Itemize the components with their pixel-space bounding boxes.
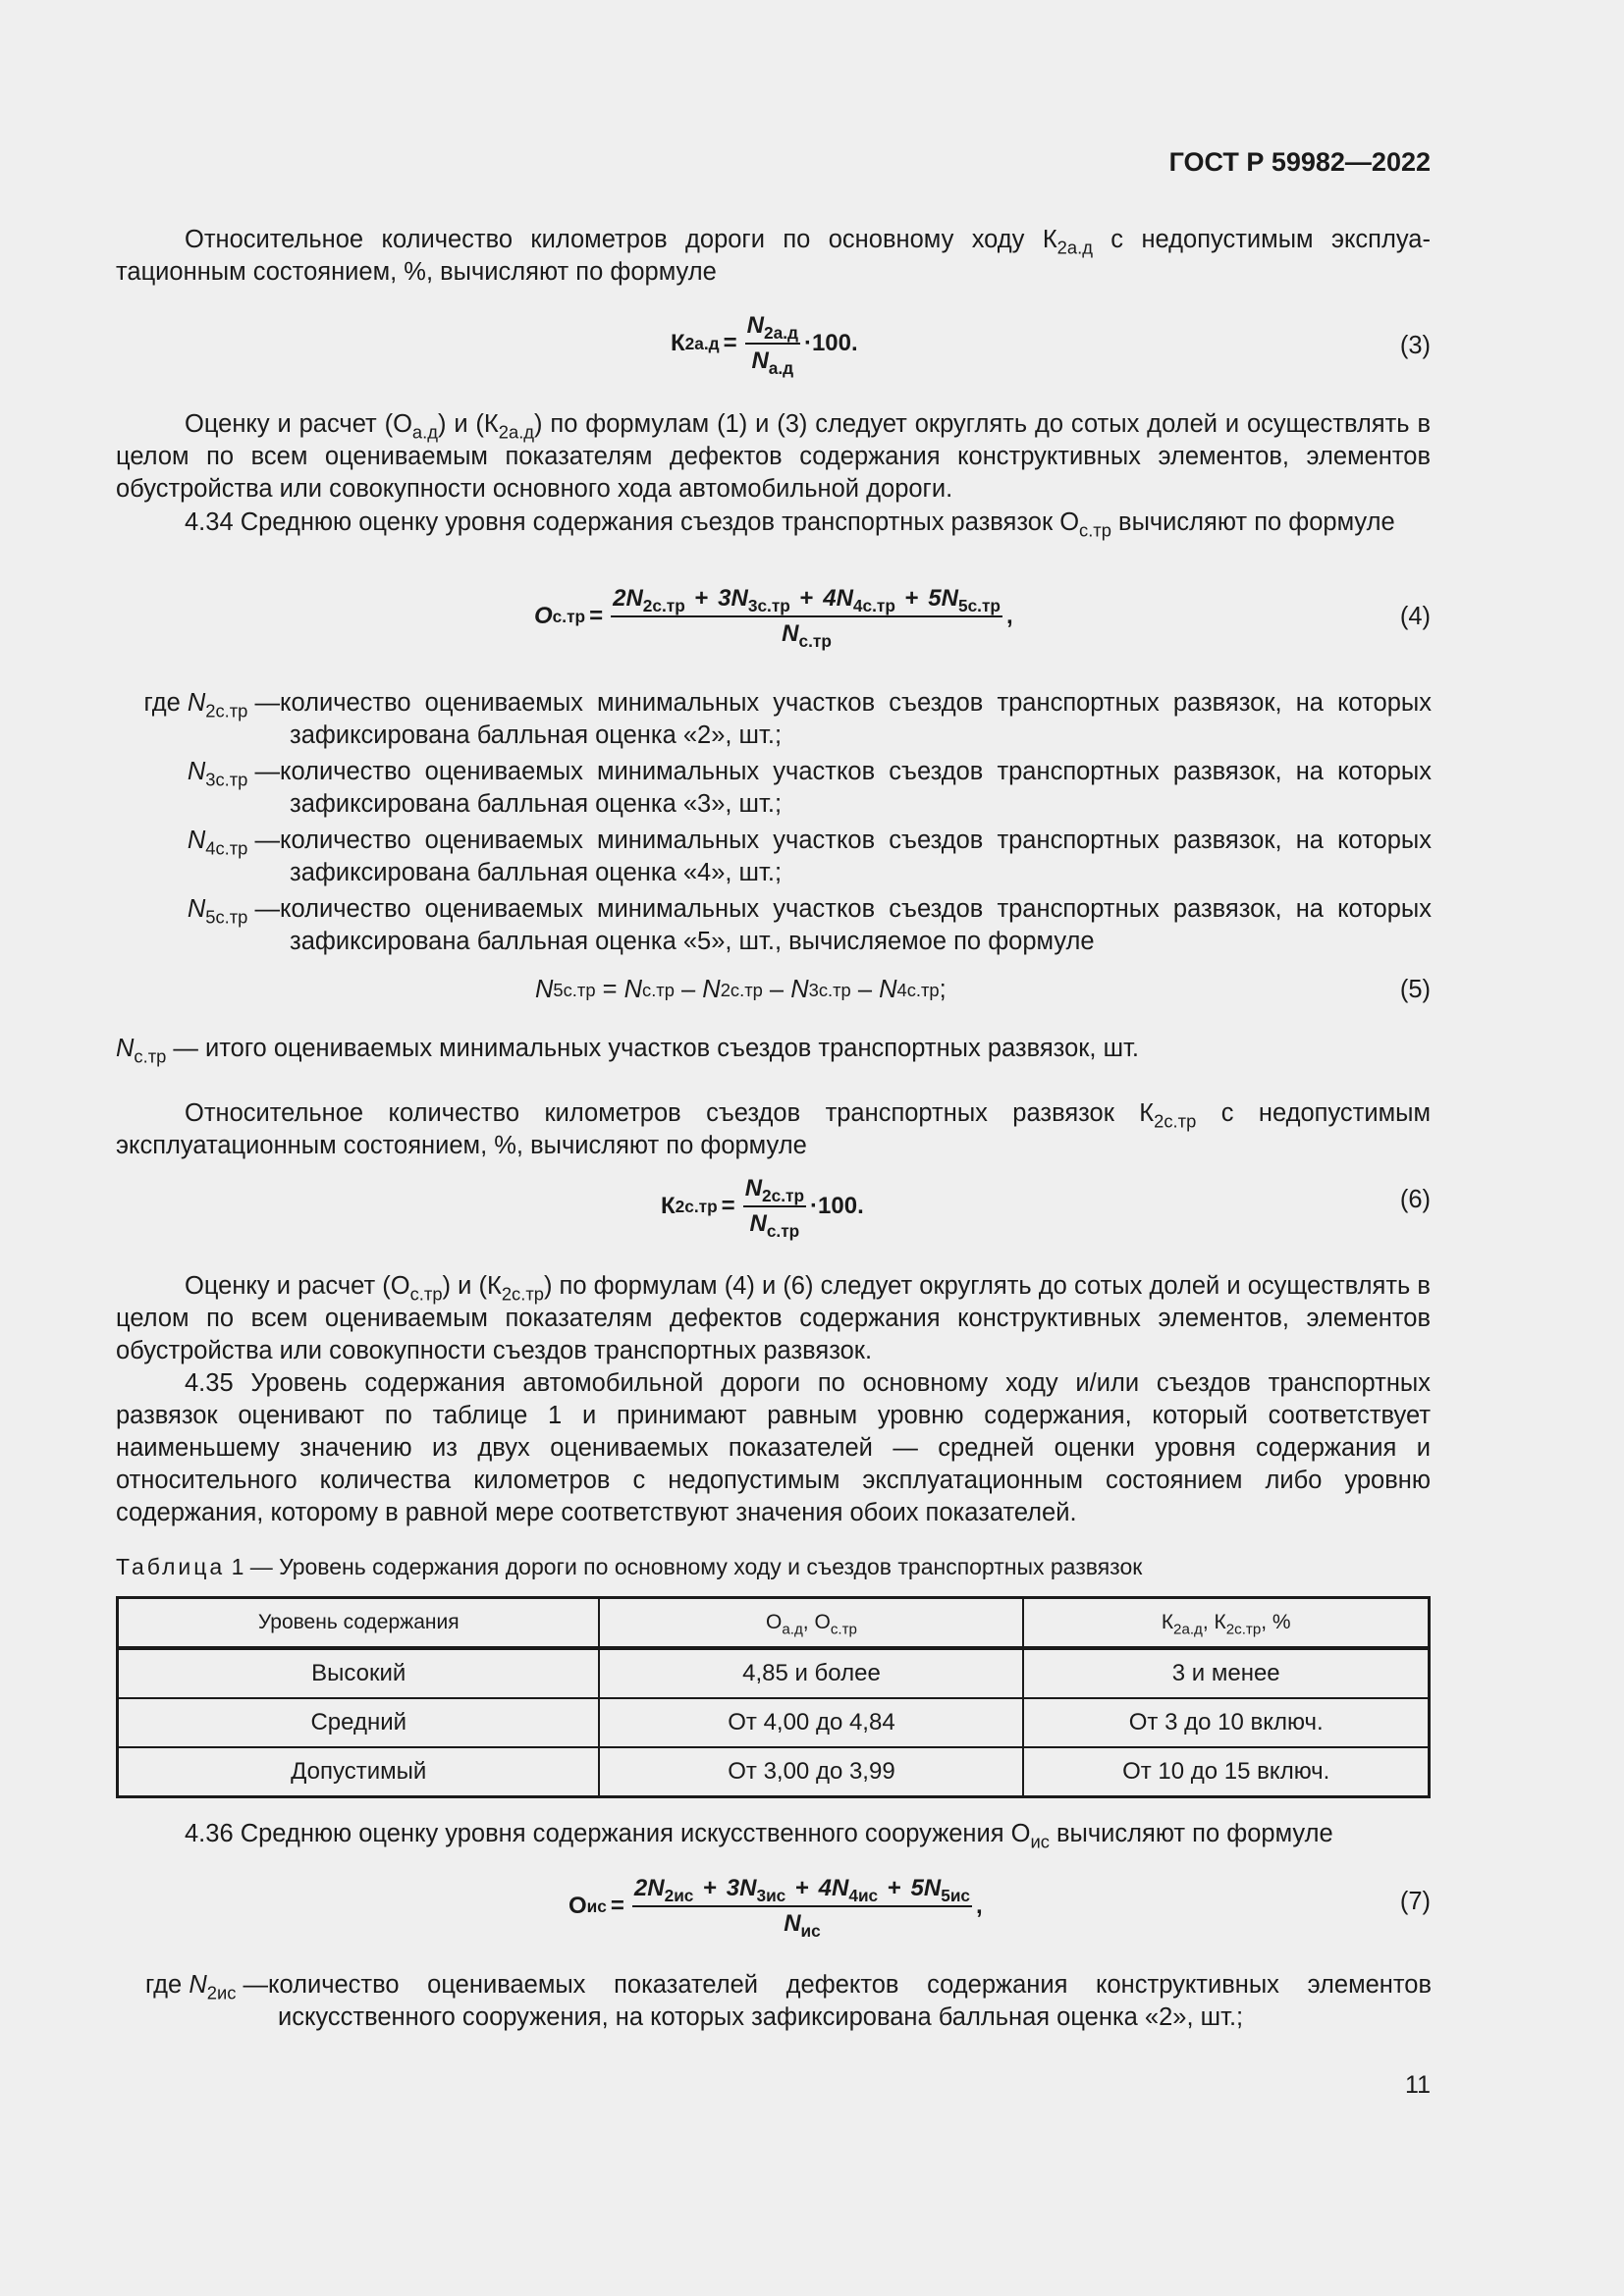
paragraph-rounding-main: Оценку и расчет $(О_{а.д})$ и $(К_{2а.д})$ по формулам (1) и (3) следует округлять до сотых долей и осуществлять в целом по всем оцениваемым показателям дефектов содержания конструктивных элементов, элементов обустройства или совокупности основного хода автомобильной дороги. <box>116 410 1431 503</box>
definition-item: где $N_{2ис}$ — количество оцениваемых показателей дефектов содержания конструктивных элементов искусственного сооружения, на которых зафиксирована балльная оценка «2», шт.; <box>145 1971 1432 2031</box>
section-4-35: 4.35 Уровень содержания автомобильной дороги по основному ходу и/или съездов транспортных развязок оценивают по таблице 1 и принимают равным уровню содержания, который соответствует наименьшему значению из двух оцениваемых показателей — средней оценки уровня содержания и относительного количества километров с недопустимым эксплуатационным состоянием либо уровню содержания, которому в равной мере соответствуют значения обоих показателей. <box>116 1369 1431 1526</box>
definitions-list-1 <box>116 687 1432 962</box>
table-header-level: Уровень содержания <box>118 1598 600 1649</box>
formula-7-fraction: $2N_{2ис} + 3N_{3ис} + 4N_{4ис} + 5N_{5ис}$ $N_{ис}$ <box>633 1875 971 1942</box>
formula-5: N 5с.тр = N с.тр – N 2с.тр – N 3с.тр – N 4с.тр ; <box>535 976 947 1003</box>
formula-6-fraction: $\frac{N_{2с.тр}}{N_{с.тр}}$ <box>744 1175 805 1242</box>
section-4-36: 4.36 Среднюю оценку уровня содержания искусственного сооружения $О_{ис}$ вычисляют по формуле <box>185 1820 1333 1852</box>
formula-7: О ис = $2N_{2ис} + 3N_{3ис} + 4N_{4ис} + 5N_{5ис}$ $N_{ис}$ , <box>568 1875 983 1942</box>
table-header-score: $О_{а.д}$, $О_{с.тр}$ <box>599 1598 1023 1649</box>
formula-3: К 2а.д = $\frac{N_{2а.д}}{N_{а.д}}$ ·100. <box>671 312 858 379</box>
table-cell: 4,85 и более <box>599 1648 1023 1698</box>
table-cell: Средний <box>118 1698 600 1747</box>
definition-ntotal: $N_{с.тр}$ — итого оцениваемых минимальных участков съездов транспортных развязок, шт. <box>116 1035 1139 1067</box>
formula-3-fraction: $\frac{N_{2а.д}}{N_{а.д}}$ <box>746 312 798 379</box>
paragraph-km-main-road: Относительное количество километров дороги по основному ходу $К_{2а.д}$ с недопустимым эксплуатационным состоянием, %, вычисляют по формуле <box>116 226 1431 286</box>
formula-6-number: (6) <box>1399 1186 1431 1213</box>
table-cell: От 3,00 до 3,99 <box>599 1747 1023 1797</box>
table-1 <box>116 1596 1431 1798</box>
table-cell: От 3 до 10 включ. <box>1023 1698 1429 1747</box>
formula-3-number: (3) <box>1399 332 1431 359</box>
page-number: 11 <box>1405 2071 1431 2099</box>
table-row <box>118 1648 1430 1698</box>
definition-item: где $N_{2с.тр}$ — количество оцениваемых минимальных участков съездов транспортных развязок, на которых зафиксирована балльная оценка «2», шт.; <box>143 689 1432 749</box>
paragraph-rounding-interchanges: Оценку и расчет $(О_{с.тр})$ и $(К_{2с.тр})$ по формулам (4) и (6) следует округлять до сотых долей и осуществлять в целом по всем оцениваемым показателям дефектов содержания конструктивных элементов, элементов обустройства или совокупности съездов транспортных развязок. <box>116 1272 1431 1364</box>
table-cell: Допустимый <box>118 1747 600 1797</box>
document-header: ГОСТ Р 59982—2022 <box>1168 147 1431 177</box>
formula-5-number: (5) <box>1399 976 1431 1003</box>
formula-6: К 2с.тр = $\frac{N_{2с.тр}}{N_{с.тр}}$ ·100. <box>661 1175 864 1242</box>
definition-item: $N_{4с.тр}$ — количество оцениваемых минимальных участков съездов транспортных развязок, на которых зафиксирована балльная оценка «4», шт.; <box>187 827 1432 886</box>
table-cell: Высокий <box>118 1648 600 1698</box>
definition-item: $N_{5с.тр}$ — количество оцениваемых минимальных участков съездов транспортных развязок, на которых зафиксирована балльная оценка «5», шт., вычисляемое по формуле <box>187 895 1432 955</box>
table-header-row <box>118 1598 1430 1649</box>
table-row <box>118 1747 1430 1797</box>
table-row <box>118 1698 1430 1747</box>
definitions-list-2 <box>116 1969 1432 2038</box>
definition-item: $N_{3с.тр}$ — количество оцениваемых минимальных участков съездов транспортных развязок, на которых зафиксирована балльная оценка «3», шт.; <box>187 758 1432 818</box>
formula-4-number: (4) <box>1399 603 1431 630</box>
formula-4: О с.тр = $2N_{2с.тр} + 3N_{3с.тр} + 4N_{4с.тр} + 5N_{5с.тр}$ $N_{с.тр}$ , <box>534 585 1013 652</box>
paragraph-km-interchanges: Относительное количество километров съездов транспортных развязок $К_{2с.тр}$ с недопустимым эксплуатационным состоянием, %, вычисляют по формуле <box>116 1099 1431 1159</box>
section-4-34: 4.34 Среднюю оценку уровня содержания съездов транспортных развязок $О_{с.тр}$ вычисляют по формуле <box>185 508 1395 541</box>
table-cell: От 10 до 15 включ. <box>1023 1747 1429 1797</box>
formula-7-number: (7) <box>1399 1888 1431 1915</box>
formula-4-fraction: $2N_{2с.тр} + 3N_{3с.тр} + 4N_{4с.тр} + 5N_{5с.тр}$ $N_{с.тр}$ <box>613 585 1001 652</box>
table-cell: 3 и менее <box>1023 1648 1429 1698</box>
table-header-km: $К_{2а.д}$, $К_{2с.тр}$, % <box>1023 1598 1429 1649</box>
table-1-caption: Таблица 1 — Уровень содержания дороги по основному ходу и съездов транспортных развязок <box>116 1554 1143 1579</box>
table-cell: От 4,00 до 4,84 <box>599 1698 1023 1747</box>
